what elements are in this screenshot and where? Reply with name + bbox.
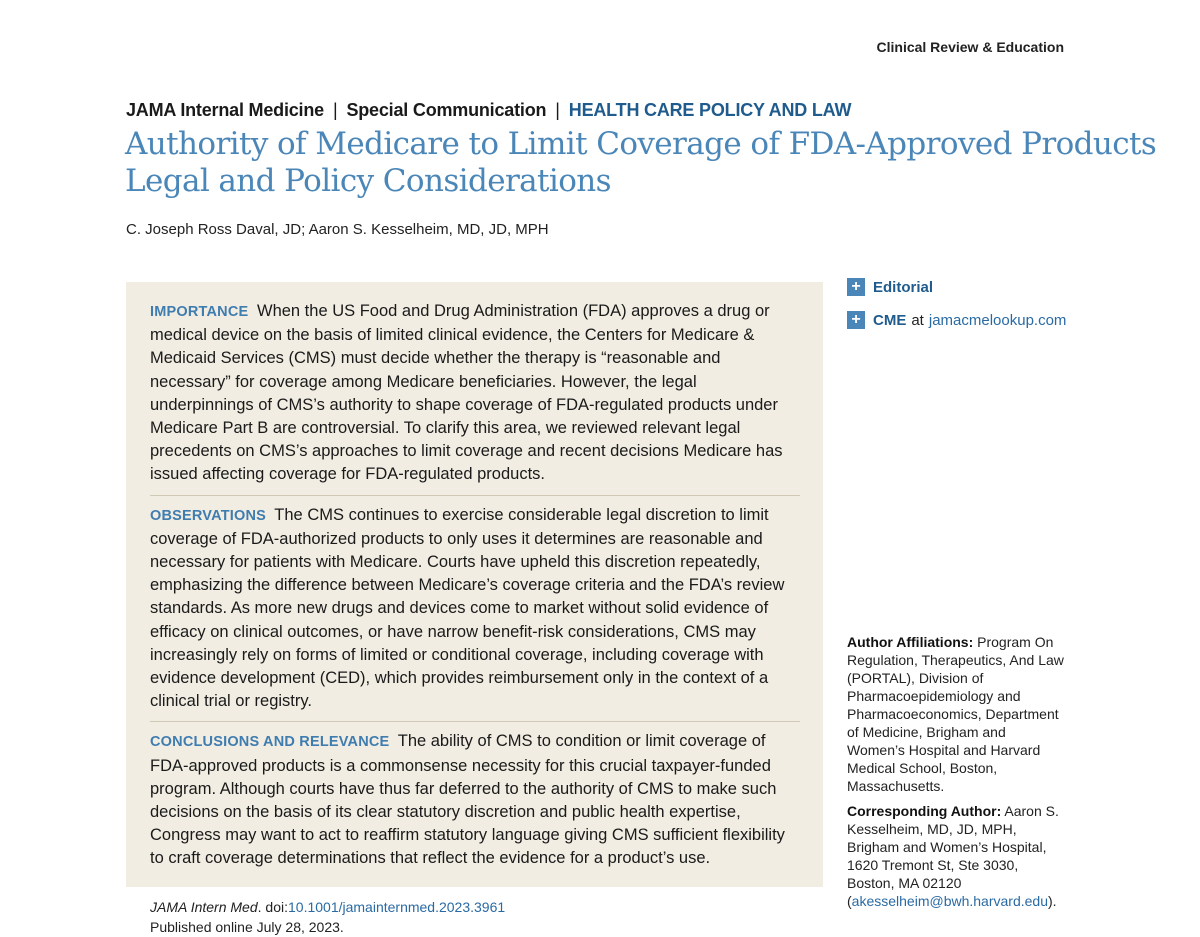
observations-text: The CMS continues to exercise considerable legal discretion to limit coverage of FDA-authorized products to only uses it determines are reasonable and necessary for patients with Medicare. Courts have upheld this discretion repeatedly, emphasizing the difference between Medicare’s coverage criteria and the FDA’s review standards. As more new drugs and devices come to market without solid evidence of efficacy on clinical outcomes, or have narrow benefit-risk considerations, CMS may increasingly rely on forms of limited or conditional coverage, including coverage with evidence development (CED), which provides reimbursement only in the context of a clinical trial or registry. xyxy=(150,505,785,711)
citation-doi-prefix: . doi: xyxy=(257,898,288,915)
conclusions-text: The ability of CMS to condition or limit coverage of FDA-approved products is a commonsense necessity for this crucial taxpayer-funded program. Although courts have thus far deferred to the authority of CMS to make such decisions on the basis of its clear statutory discretion and public health expertise, Congress may want to act to reaffirm statutory language giving CMS sufficient flexibility to craft coverage determinations that reflect the evidence for a product’s use. xyxy=(150,732,785,868)
cme-link[interactable] xyxy=(847,311,1066,329)
title-subtitle: Legal and Policy Considerations xyxy=(125,163,611,199)
affiliations-text: Program On Regulation, Therapeutics, And Law (PORTAL), Division of Pharmacoepidemiology and Pharmacoeconomics, Department of Medicine, Brigham and Women’s Hospital and Harvard Medical School, Boston, Massachusetts. xyxy=(847,634,1064,794)
title-main: Authority of Medicare to Limit Coverage of FDA-Approved Products xyxy=(125,126,1157,162)
author-list: C. Joseph Ross Daval, JD; Aaron S. Kesselheim, MD, JD, MPH xyxy=(126,221,549,238)
cme-at: at xyxy=(911,311,924,329)
separator: | xyxy=(555,100,560,120)
importance-heading: IMPORTANCE xyxy=(150,304,249,320)
abstract-conclusions xyxy=(150,730,799,878)
divider xyxy=(150,495,800,496)
cme-label[interactable]: CME xyxy=(873,311,907,329)
author-affiliations xyxy=(847,633,1067,917)
divider xyxy=(150,721,800,722)
abstract-observations xyxy=(150,504,799,722)
topic-label: HEALTH CARE POLICY AND LAW xyxy=(568,100,852,120)
affiliations-paragraph xyxy=(847,633,1067,795)
citation-journal: JAMA Intern Med xyxy=(150,898,258,915)
corresponding-paragraph xyxy=(847,802,1067,910)
plus-icon[interactable]: + xyxy=(847,278,865,296)
editorial-link[interactable] xyxy=(847,278,933,296)
published-date: Published online July 28, 2023. xyxy=(150,918,344,935)
corresponding-end: ). xyxy=(1048,893,1057,909)
abstract-importance xyxy=(150,300,799,495)
corresponding-heading: Corresponding Author: xyxy=(847,803,1002,819)
journal-line xyxy=(126,100,851,121)
article-type: Special Communication xyxy=(346,100,547,120)
separator: | xyxy=(332,100,338,120)
editorial-label[interactable]: Editorial xyxy=(873,278,934,296)
abstract-box xyxy=(126,282,823,935)
doi-link[interactable]: 10.1001/jamainternmed.2023.3961 xyxy=(288,898,506,915)
journal-name: JAMA Internal Medicine xyxy=(126,100,324,120)
importance-text: When the US Food and Drug Administration (FDA) approves a drug or medical device on the basis of limited clinical evidence, the Centers for Medicare & Medicaid Services (CMS) must decide whether the therapy is “reasonable and necessary” for coverage among Medicare beneficiaries. However, the legal underpinnings of CMS’s authority to shape coverage of FDA-regulated products under Medicare Part B are controversial. To clarify this area, we reviewed relevant legal precedents on CMS’s approaches to limit coverage and recent decisions Medicare has issued affecting coverage for FDA-regulated products. xyxy=(150,302,783,484)
section-label: Clinical Review & Education xyxy=(876,39,1064,55)
article-title xyxy=(125,126,1156,200)
conclusions-heading: CONCLUSIONS AND RELEVANCE xyxy=(150,734,390,751)
plus-icon[interactable]: + xyxy=(847,311,865,329)
citation xyxy=(150,897,799,937)
affiliations-heading: Author Affiliations: xyxy=(847,634,974,650)
observations-heading: OBSERVATIONS xyxy=(150,507,266,524)
cme-url-link[interactable]: jamacmelookup.com xyxy=(928,311,1067,329)
corresponding-text: Aaron S. Kesselheim, MD, JD, MPH, Brigham and Women’s Hospital, 1620 Tremont St, Ste 3030, Boston, MA 02120 ( xyxy=(847,803,1059,909)
email-link[interactable]: akesselheim@bwh.harvard.edu xyxy=(851,893,1048,909)
